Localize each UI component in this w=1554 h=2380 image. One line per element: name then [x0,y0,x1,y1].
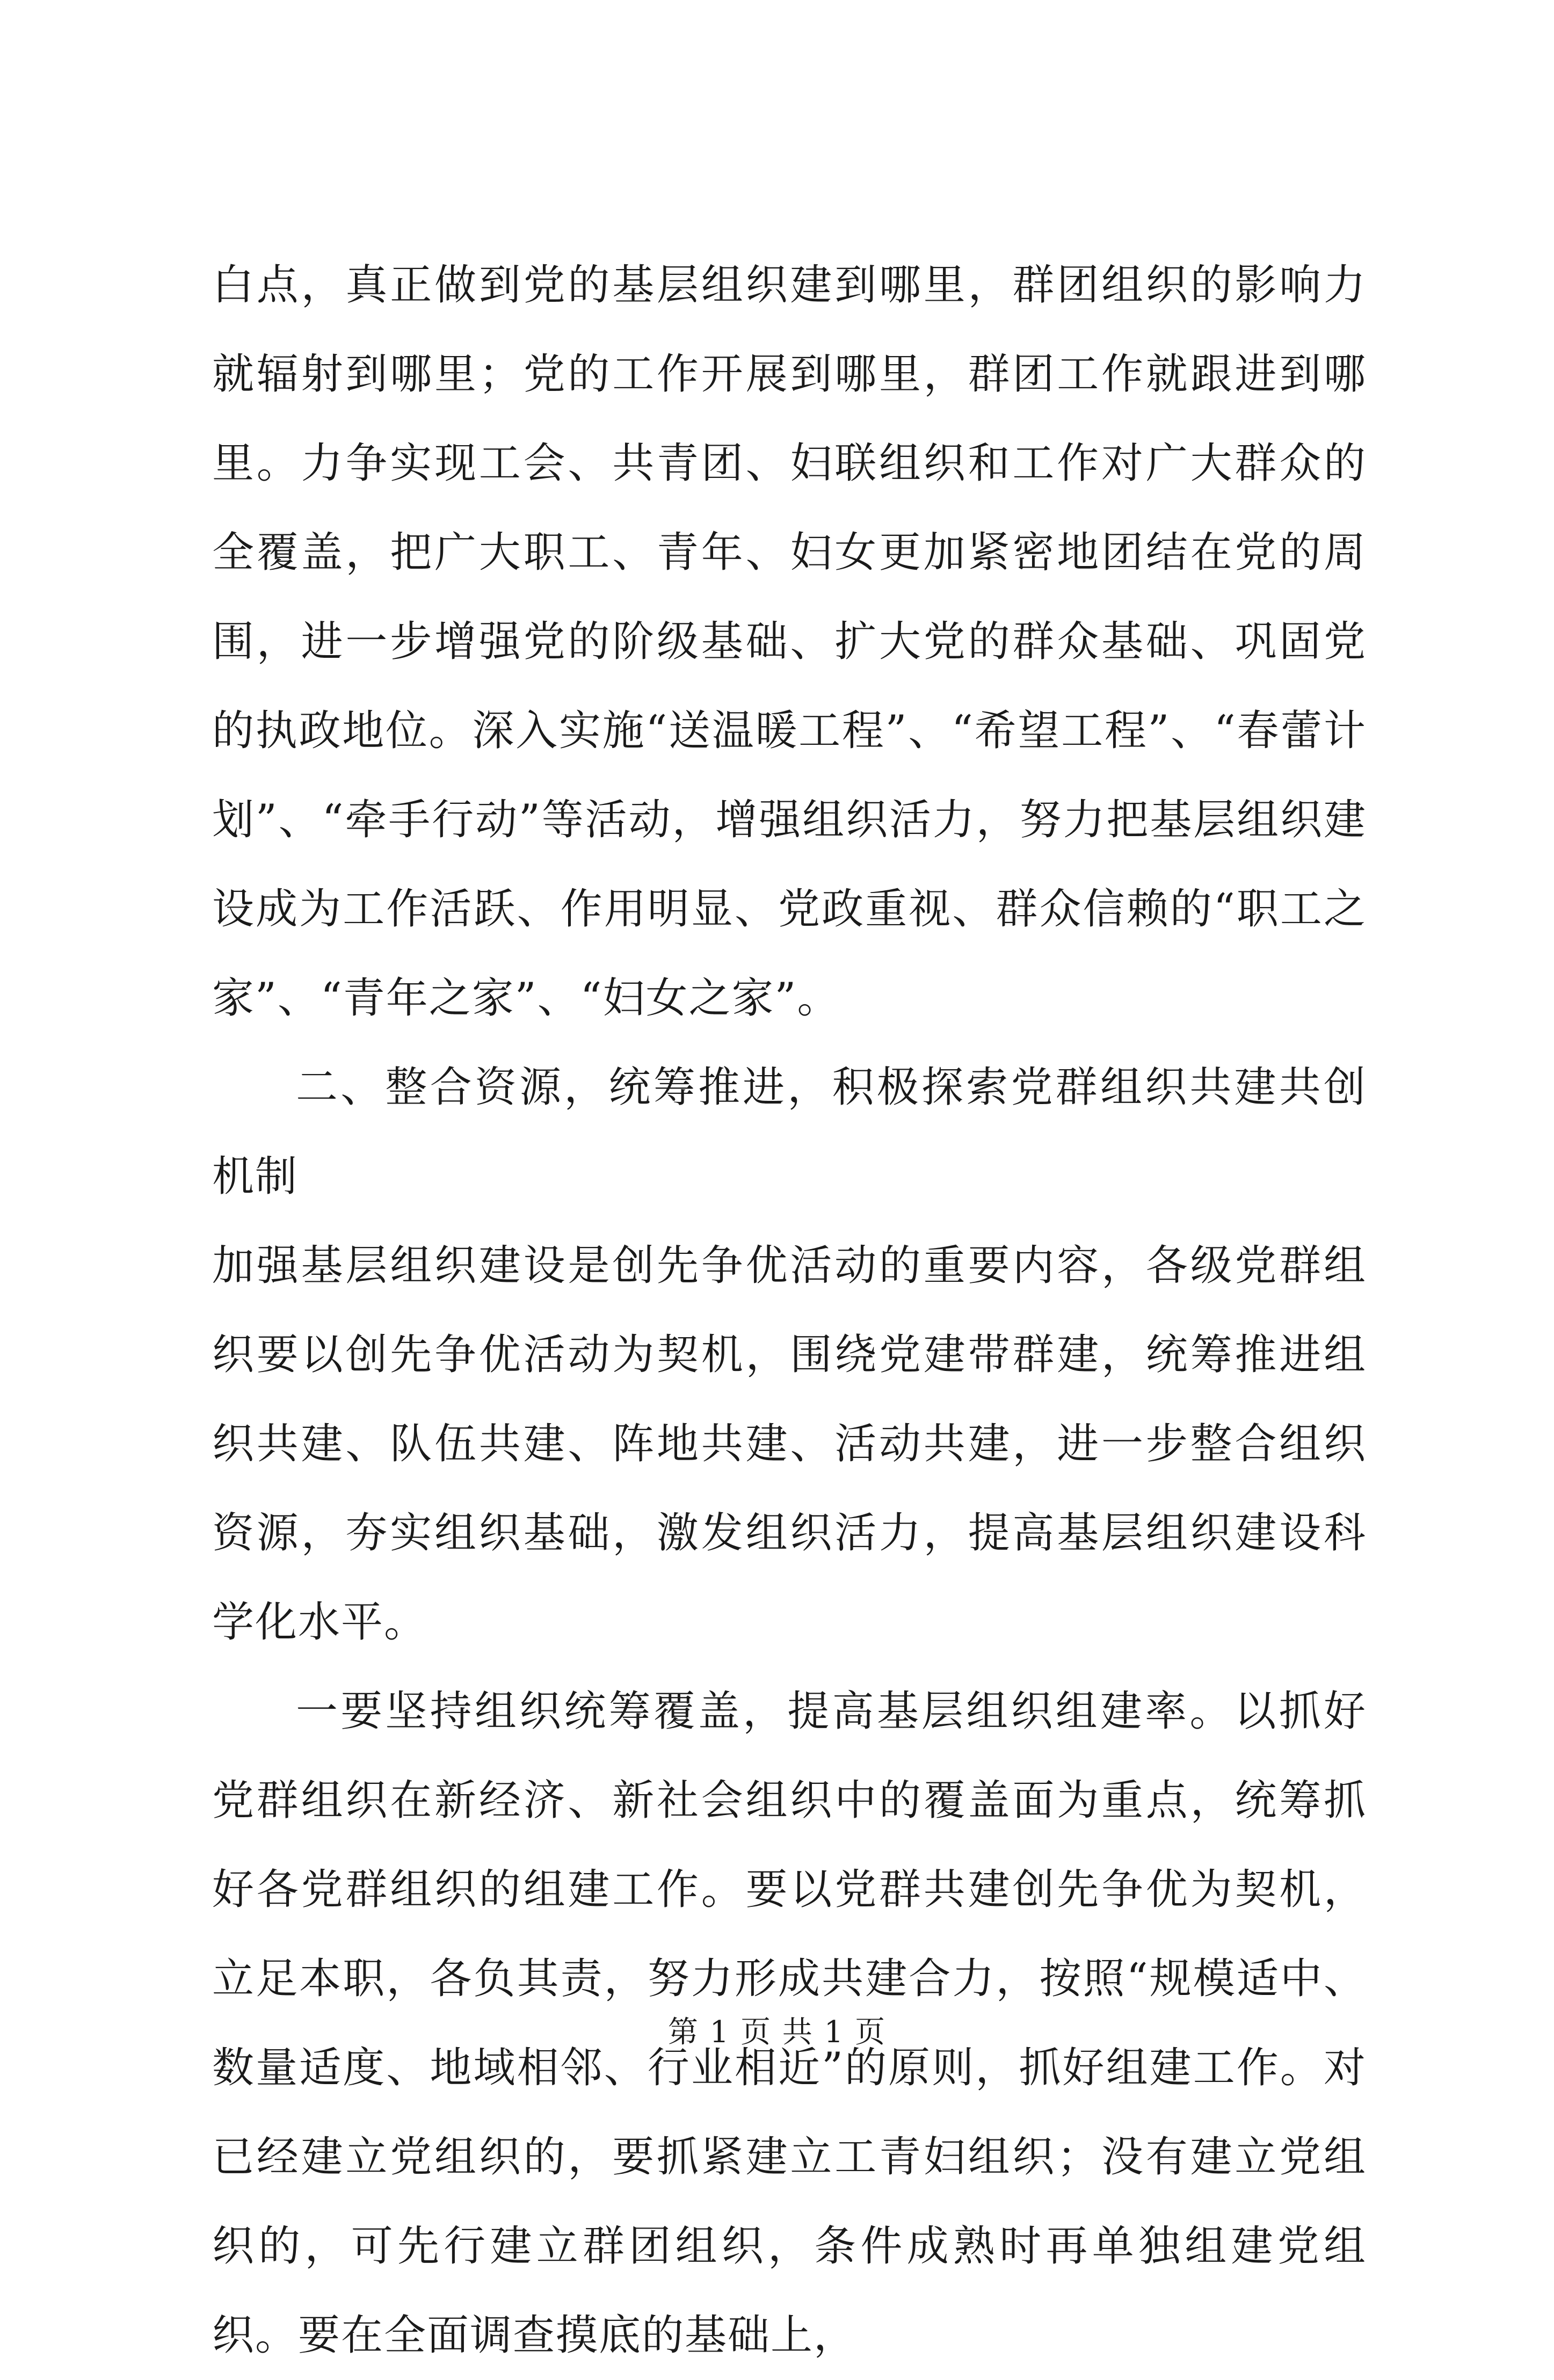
paragraph-point-one: 一要坚持组织统筹覆盖，提高基层组织组建率。以抓好党群组织在新经济、新社会组织中的覆盖面为重点，统筹抓好各党群组织的组建工作。要以党群共建创先争优为契机，立足本职，各负其责，努力形成共建合力，按照“规模适中、数量适度、地域相邻、行业相近”的原则，抓好组建工作。对已经建立党组织的，要抓紧建立工青妇组织；没有建立党组织的，可先行建立群团组织，条件成熟时再单独组建党组织。要在全面调查摸底的基础上， [212,1687,1367,2360]
paragraph-intro: 加强基层组织建设是创先争优活动的重要内容，各级党群组织要以创先争优活动为契机，围绕党建带群建，统筹推进组织共建、队伍共建、阵地共建、活动共建，进一步整合组织资源，夯实组织基础，激发组织活力，提高基层组织建设科学化水平。 [212,1242,1367,1646]
section-heading: 二、整合资源，统筹推进，积极探索党群组织共建共创机制 [212,1063,1367,1201]
paragraph-continuation: 白点，真正做到党的基层组织建到哪里，群团组织的影响力就辐射到哪里；党的工作开展到哪里，群团工作就跟进到哪里。力争实现工会、共青团、妇联组织和工作对广大群众的全覆盖，把广大职工、青年、妇女更加紧密地团结在党的周围，进一步增强党的阶级基础、扩大党的群众基础、巩固党的执政地位。深入实施“送温暖工程”、“希望工程”、“春蕾计划”、“牵手行动”等活动，增强组织活力，努力把基层组织建设成为工作活跃、作用明显、党政重视、群众信赖的“职工之家”、“青年之家”、“妇女之家”。 [212,261,1367,1022]
page-number-footer: 第 1 页 共 1 页 [667,2015,887,2050]
document-body [212,241,1367,2380]
